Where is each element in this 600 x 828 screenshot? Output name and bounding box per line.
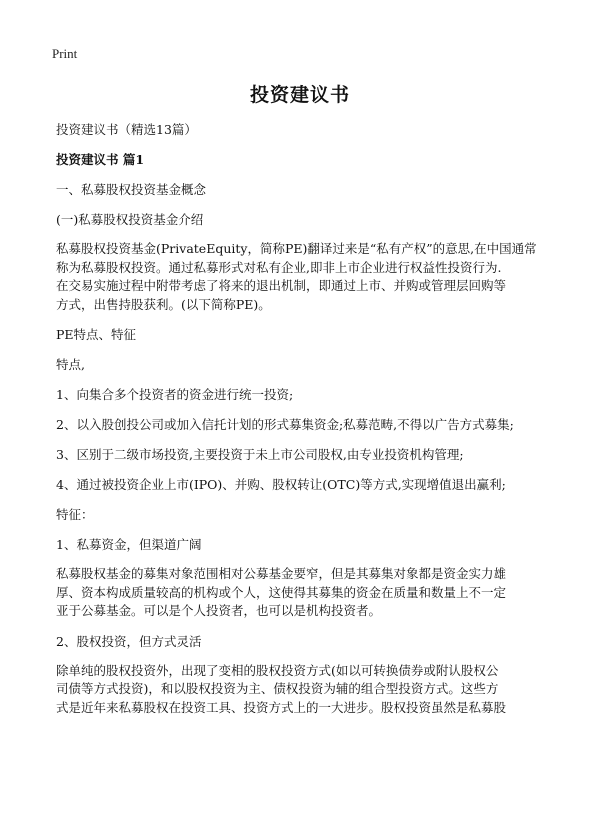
paragraph-line: 特征：: [56, 507, 94, 522]
print-label: Print: [52, 46, 78, 61]
paragraph: [56, 565, 556, 621]
paragraph-line: 2、股权投资，但方式灵活: [56, 633, 202, 649]
paragraph: [56, 385, 556, 404]
paragraph: [56, 120, 556, 139]
paragraph: [56, 475, 556, 494]
paragraph-line: (一)私募股权投资基金介绍: [56, 212, 204, 227]
paragraph-line: 方式，出售持股获利。(以下简称PE)。: [56, 296, 271, 312]
paragraph: [56, 355, 556, 374]
paragraph-line: 亚于公募基金。可以是个人投资者，也可以是机构投资者。: [56, 603, 382, 618]
paragraph: [56, 210, 556, 229]
paragraph: [56, 445, 556, 464]
paragraph-line: 投资建议书 篇1: [56, 152, 145, 167]
paragraph-line: 投资建议书（精选13篇）: [56, 122, 197, 137]
paragraph: [56, 415, 556, 434]
paragraph: [56, 240, 556, 314]
paragraph: [56, 632, 556, 651]
document-title: 投资建议书: [249, 84, 350, 106]
paragraph-line: 2、以入股创投公司或加入信托计划的形式募集资金;私募范畴,不得以广告方式募集;: [56, 417, 514, 432]
paragraph-line: PE特点、特征: [56, 327, 137, 342]
paragraph-line: 1、向集合多个投资者的资金进行统一投资;: [56, 387, 294, 402]
paragraph-line: 一、私募股权投资基金概念: [56, 182, 207, 197]
document-body: [56, 120, 556, 728]
paragraph-line: 在交易实施过程中附带考虑了将来的退出机制，即通过上市、并购或管理层回购等: [56, 278, 507, 293]
paragraph-line: 司债等方式投资)，和以股权投资为主、债权投资为辅的组合型投资方式。这些方: [56, 681, 499, 696]
paragraph-line: 除单纯的股权投资外，出现了变相的股权投资方式(如以可转换债券或附认股权公: [56, 662, 499, 678]
paragraph: [56, 662, 556, 718]
paragraph: [56, 505, 556, 524]
paragraph-line: 4、通过被投资企业上市(IPO)、并购、股权转让(OTC)等方式,实现增值退出赢利;: [56, 477, 506, 492]
paragraph-line: 特点,: [56, 357, 85, 372]
section-heading: [56, 150, 556, 169]
paragraph-line: 私募股权投资基金(PrivateEquity，简称PE)翻译过来是“私有产权”的意思,在中国通常: [56, 241, 537, 256]
paragraph-line: 式是近年来私募股权在投资工具、投资方式上的一大进步。股权投资虽然是私募股: [56, 699, 507, 715]
paragraph-line: 1、私募资金，但渠道广阔: [56, 537, 202, 552]
paragraph-line: 私募股权基金的募集对象范围相对公募基金要窄，但是其募集对象都是资金实力雄: [56, 566, 507, 581]
paragraph: [56, 325, 556, 344]
paragraph: [56, 535, 556, 554]
paragraph: [56, 180, 556, 199]
paragraph-line: 3、区别于二级市场投资,主要投资于未上市公司股权,由专业投资机构管理;: [56, 447, 464, 462]
paragraph-line: 厚、资本构成质量较高的机构或个人，这使得其募集的资金在质量和数量上不一定: [56, 584, 507, 600]
paragraph-line: 称为私募股权投资。通过私募形式对私有企业,即非上市企业进行权益性投资行为.: [56, 259, 502, 275]
